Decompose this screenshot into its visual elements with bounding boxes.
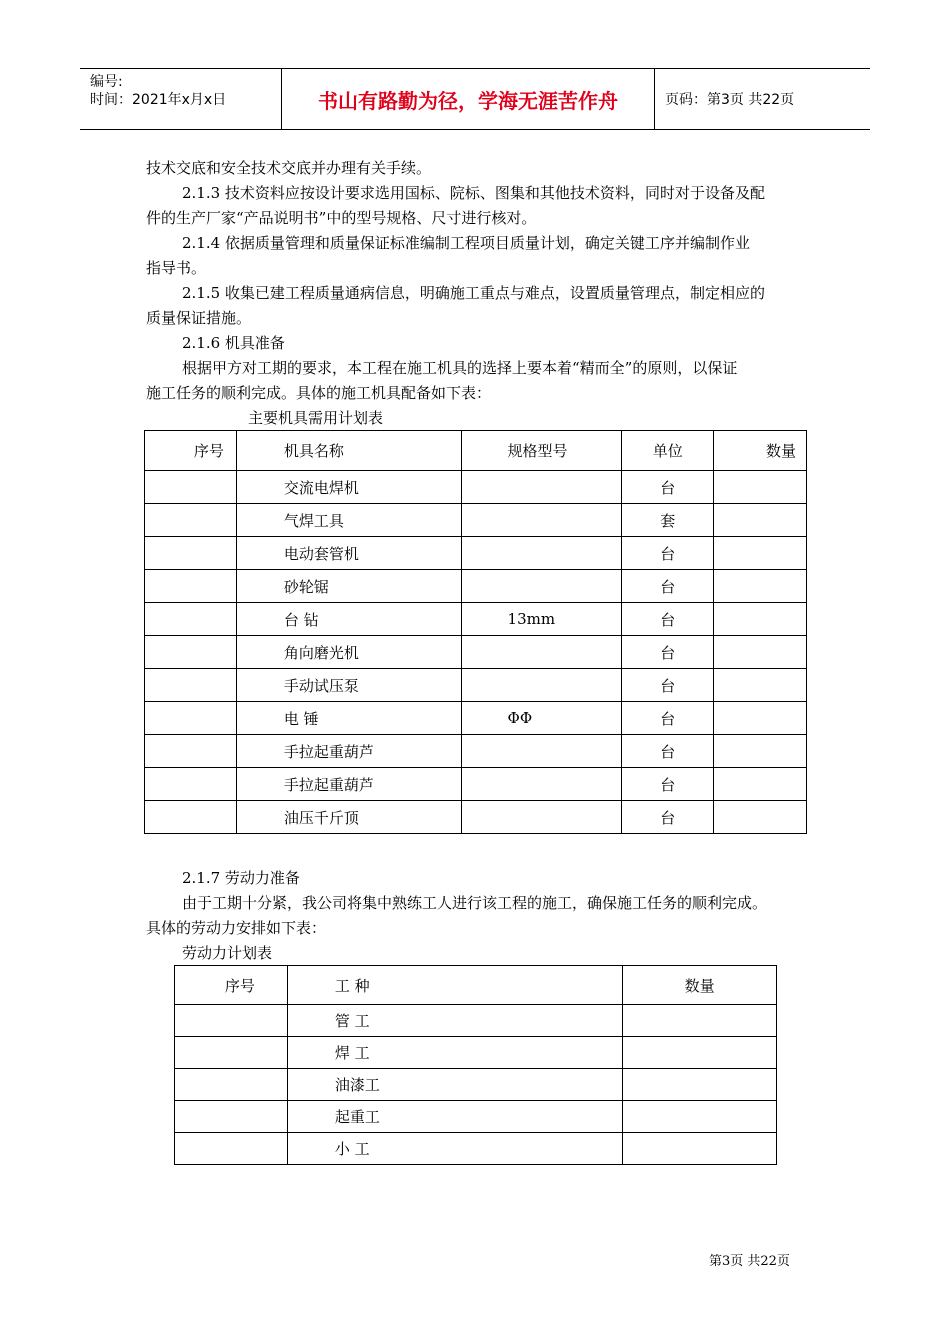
table-cell: 台 bbox=[622, 471, 714, 504]
paragraph-2-1-5-line1: 2.1.5 收集已建工程质量通病信息，明确施工重点与难点，设置质量管理点，制定相应的 bbox=[182, 284, 765, 302]
table-cell bbox=[461, 537, 622, 570]
paragraph-2-1-3-line1: 2.1.3 技术资料应按设计要求选用国标、院标、图集和其他技术资料，同时对于设备及配 bbox=[182, 184, 765, 202]
table-row bbox=[145, 537, 807, 570]
table-cell bbox=[145, 504, 237, 537]
table-cell bbox=[461, 504, 622, 537]
table-row bbox=[145, 801, 807, 834]
table-cell: 台 bbox=[622, 768, 714, 801]
header-page-info: 页码：第3页 共22页 bbox=[665, 92, 795, 108]
table-cell bbox=[461, 471, 622, 504]
table-header-cell: 数量 bbox=[623, 966, 777, 1005]
table-header-cell: 工 种 bbox=[287, 966, 622, 1005]
page-footer: 第3页 共22页 bbox=[709, 1254, 790, 1269]
table-header-cell: 序号 bbox=[145, 431, 237, 471]
table-cell bbox=[461, 570, 622, 603]
table-cell bbox=[145, 702, 237, 735]
table-cell bbox=[145, 603, 237, 636]
number-label: 编号: bbox=[90, 74, 123, 90]
table-cell: 管 工 bbox=[287, 1005, 622, 1037]
table-cell bbox=[145, 471, 237, 504]
header-motto: 书山有路勤为径，学海无涯苦作舟 bbox=[282, 69, 655, 129]
table2-title: 劳动力计划表 bbox=[182, 944, 273, 962]
table-row bbox=[145, 570, 807, 603]
table-cell bbox=[145, 768, 237, 801]
table-row bbox=[145, 669, 807, 702]
table-header-cell: 规格型号 bbox=[461, 431, 622, 471]
table-cell bbox=[175, 1133, 288, 1165]
table-cell: 电 锤 bbox=[236, 702, 461, 735]
table-cell bbox=[461, 801, 622, 834]
table-cell: 手拉起重葫芦 bbox=[236, 735, 461, 768]
table-row bbox=[145, 768, 807, 801]
table-cell: 台 bbox=[622, 702, 714, 735]
paragraph-2-1-4-line1: 2.1.4 依据质量管理和质量保证标准编制工程项目质量计划，确定关键工序并编制作业 bbox=[182, 234, 750, 252]
table-cell bbox=[461, 768, 622, 801]
labor-table-body bbox=[175, 966, 777, 1165]
table-header-row bbox=[175, 966, 777, 1005]
paragraph-2-1-3-line2: 件的生产厂家“产品说明书”中的型号规格、尺寸进行核对。 bbox=[146, 209, 537, 227]
table-cell bbox=[145, 801, 237, 834]
table-header-row bbox=[145, 431, 807, 471]
table-cell bbox=[145, 570, 237, 603]
table-cell: 台 bbox=[622, 537, 714, 570]
header-meta bbox=[80, 69, 282, 129]
table-cell bbox=[714, 570, 807, 603]
paragraph-2-1-4-line2: 指导书。 bbox=[146, 259, 207, 277]
table-header-cell: 序号 bbox=[175, 966, 288, 1005]
table-cell bbox=[623, 1069, 777, 1101]
table-cell: 焊 工 bbox=[287, 1037, 622, 1069]
table-cell bbox=[145, 735, 237, 768]
table-row bbox=[145, 735, 807, 768]
table-cell: 交流电焊机 bbox=[236, 471, 461, 504]
table-row bbox=[145, 702, 807, 735]
table-cell: 台 bbox=[622, 636, 714, 669]
paragraph-continuation: 技术交底和安全技术交底并办理有关手续。 bbox=[146, 159, 432, 177]
equipment-table bbox=[144, 430, 807, 834]
table-cell: 小 工 bbox=[287, 1133, 622, 1165]
table-cell: 起重工 bbox=[287, 1101, 622, 1133]
table-cell bbox=[714, 603, 807, 636]
table-cell: 13mm bbox=[461, 603, 622, 636]
table-cell bbox=[623, 1101, 777, 1133]
table-cell: 手拉起重葫芦 bbox=[236, 768, 461, 801]
table-row bbox=[175, 1069, 777, 1101]
table-cell: 台 bbox=[622, 669, 714, 702]
table-cell bbox=[145, 669, 237, 702]
table-cell: 手动试压泵 bbox=[236, 669, 461, 702]
table-cell: 台 bbox=[622, 801, 714, 834]
table-cell bbox=[145, 537, 237, 570]
table-cell: 油压千斤顶 bbox=[236, 801, 461, 834]
equipment-table-body bbox=[145, 431, 807, 834]
table-cell: 气焊工具 bbox=[236, 504, 461, 537]
table-cell bbox=[714, 768, 807, 801]
table-row bbox=[175, 1037, 777, 1069]
section-heading-2-1-7: 2.1.7 劳动力准备 bbox=[182, 869, 300, 887]
table-header-cell: 机具名称 bbox=[236, 431, 461, 471]
table-row bbox=[145, 504, 807, 537]
paragraph-2-1-7-line2: 具体的劳动力安排如下表： bbox=[146, 919, 327, 937]
table1-title: 主要机具需用计划表 bbox=[248, 409, 384, 427]
section-heading-2-1-6: 2.1.6 机具准备 bbox=[182, 334, 285, 352]
table-header-cell: 数量 bbox=[714, 431, 807, 471]
page-header bbox=[80, 68, 870, 130]
table-cell bbox=[714, 504, 807, 537]
labor-table bbox=[174, 965, 777, 1165]
table-cell bbox=[714, 669, 807, 702]
table-cell bbox=[175, 1069, 288, 1101]
paragraph-2-1-5-line2: 质量保证措施。 bbox=[146, 309, 252, 327]
table-row bbox=[145, 636, 807, 669]
table-cell bbox=[714, 801, 807, 834]
table-row bbox=[175, 1005, 777, 1037]
table-cell bbox=[714, 636, 807, 669]
table-cell bbox=[623, 1133, 777, 1165]
table-cell bbox=[145, 636, 237, 669]
table-cell: 台 bbox=[622, 735, 714, 768]
table-cell: 台 bbox=[622, 570, 714, 603]
table-cell bbox=[461, 735, 622, 768]
paragraph-2-1-6-line2: 施工任务的顺利完成。具体的施工机具配备如下表： bbox=[146, 384, 492, 402]
paragraph-2-1-7-line1: 由于工期十分紧，我公司将集中熟练工人进行该工程的施工，确保施工任务的顺利完成。 bbox=[182, 894, 768, 912]
table-cell bbox=[175, 1101, 288, 1133]
table-cell: 套 bbox=[622, 504, 714, 537]
table-cell bbox=[461, 669, 622, 702]
table-row bbox=[175, 1133, 777, 1165]
table-cell bbox=[714, 735, 807, 768]
table-cell: 台 钻 bbox=[236, 603, 461, 636]
table-cell bbox=[623, 1037, 777, 1069]
table-row bbox=[145, 471, 807, 504]
table-cell: 台 bbox=[622, 603, 714, 636]
table-row bbox=[145, 603, 807, 636]
paragraph-2-1-6-line1: 根据甲方对工期的要求，本工程在施工机具的选择上要本着“精而全”的原则，以保证 bbox=[182, 359, 738, 377]
time-label: 时间：2021年x月x日 bbox=[90, 92, 227, 108]
table-cell bbox=[461, 636, 622, 669]
table-cell bbox=[175, 1037, 288, 1069]
table-cell bbox=[175, 1005, 288, 1037]
table-cell: 砂轮锯 bbox=[236, 570, 461, 603]
table-row bbox=[175, 1101, 777, 1133]
table-header-cell: 单位 bbox=[622, 431, 714, 471]
table-cell bbox=[623, 1005, 777, 1037]
table-cell: 油漆工 bbox=[287, 1069, 622, 1101]
table-cell bbox=[714, 702, 807, 735]
table-cell: ΦΦ bbox=[461, 702, 622, 735]
table-cell bbox=[714, 471, 807, 504]
table-cell: 角向磨光机 bbox=[236, 636, 461, 669]
table-cell: 电动套管机 bbox=[236, 537, 461, 570]
table-cell bbox=[714, 537, 807, 570]
